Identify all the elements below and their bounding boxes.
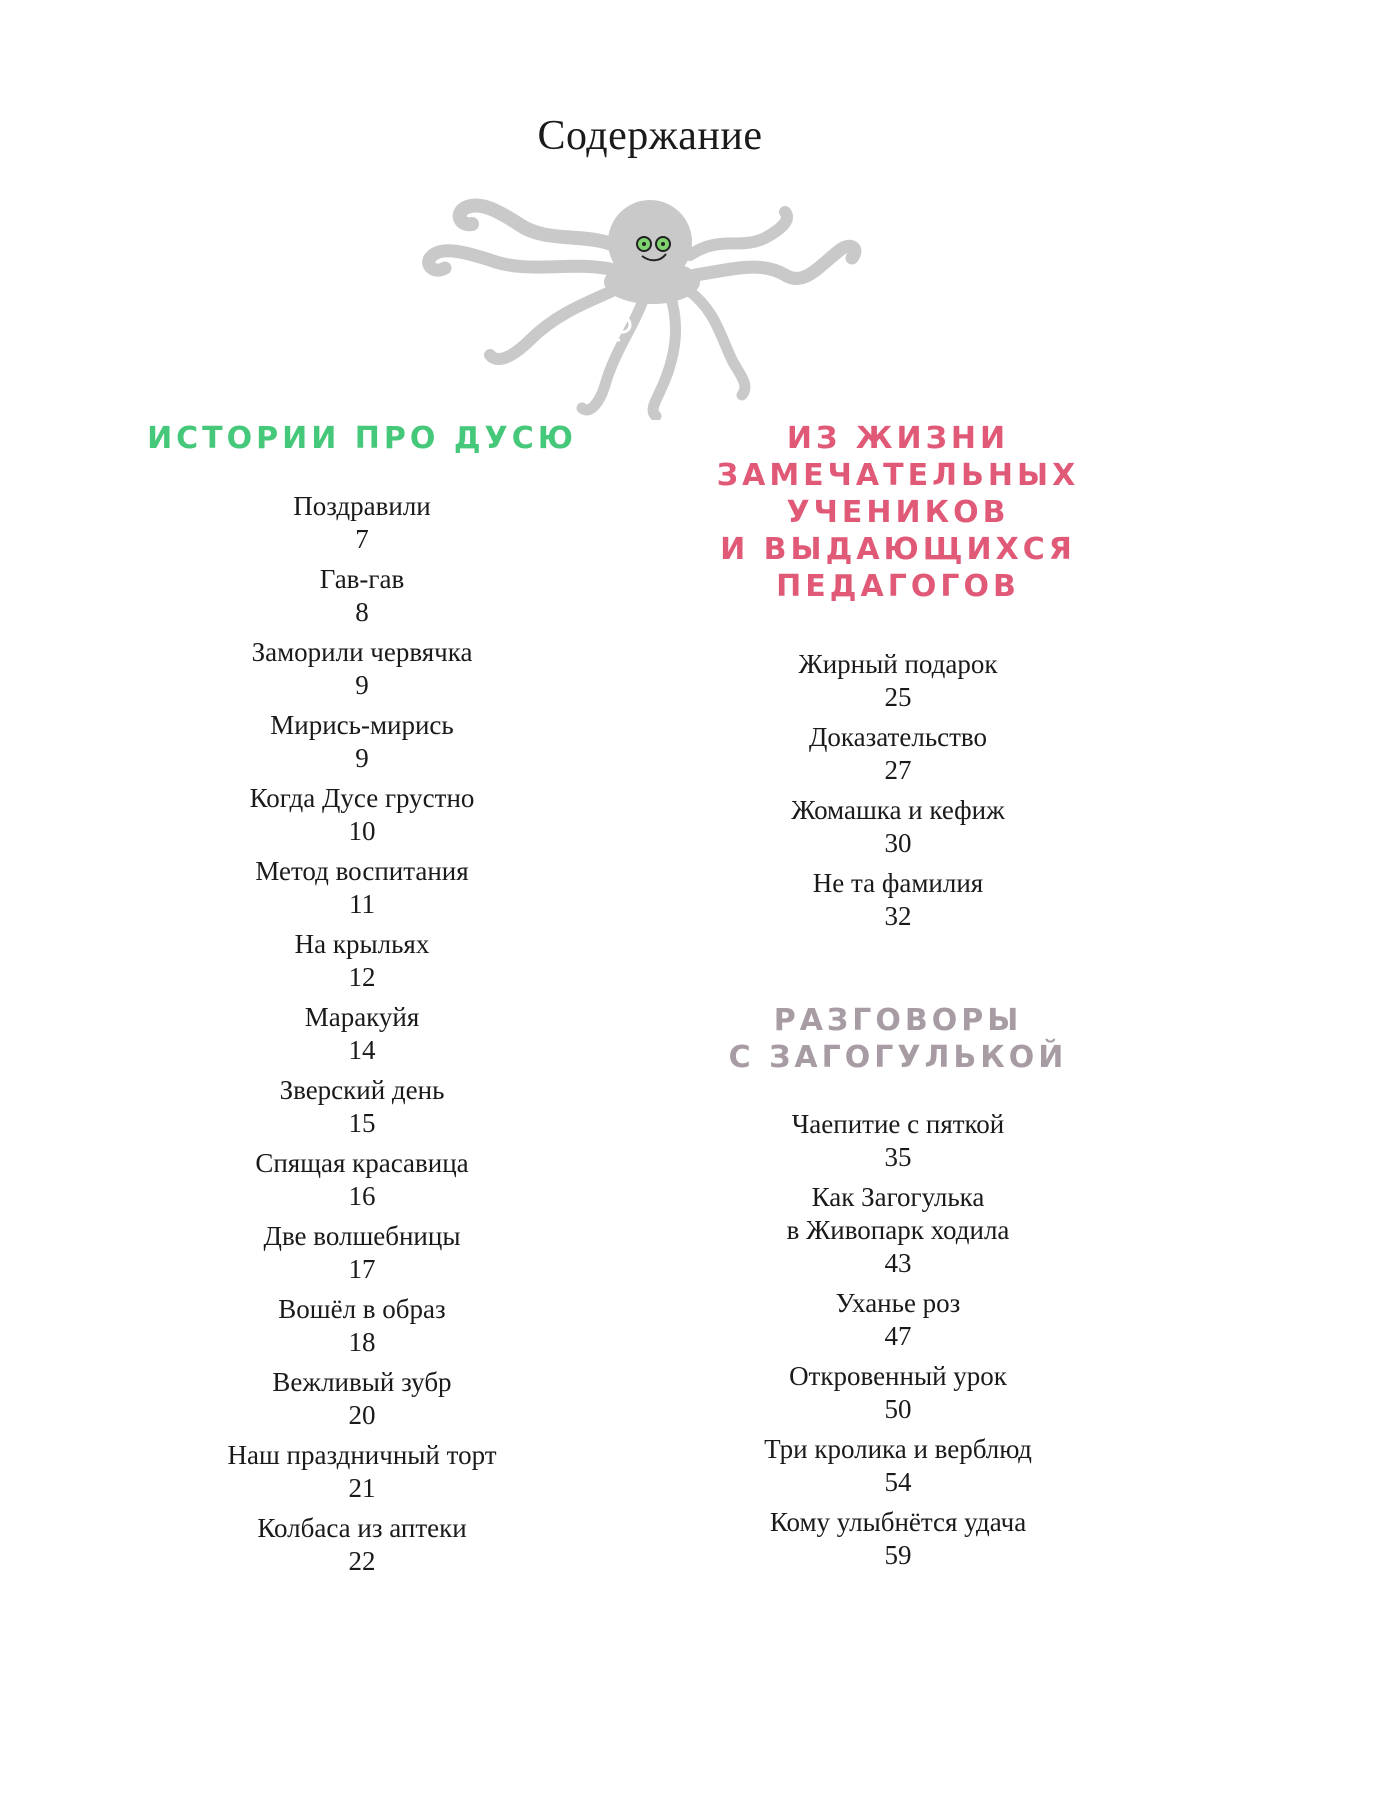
entry-page: 18: [348, 1327, 376, 1357]
entry-page: 27: [884, 755, 912, 785]
entry-page: 8: [355, 597, 369, 627]
entry-title-line-2: в Живопарк ходила: [786, 1215, 1010, 1245]
entry-title: Кому улыбнётся удача: [769, 1507, 1027, 1537]
toc-entry[interactable]: [658, 794, 1138, 867]
toc-list-right-top: [658, 648, 1138, 940]
toc-entry[interactable]: [122, 709, 602, 782]
entry-title: Спящая красавица: [255, 1148, 469, 1178]
entry-page: 12: [348, 962, 376, 992]
entry-page: 54: [884, 1467, 912, 1497]
entry-page: 22: [348, 1546, 376, 1576]
toc-entry[interactable]: [122, 1293, 602, 1366]
entry-title: Откровенный урок: [789, 1361, 1007, 1391]
section-heading-left: ИСТОРИИ ПРО ДУСЮ: [147, 421, 577, 456]
entry-page: 16: [348, 1181, 376, 1211]
toc-entry[interactable]: [122, 1439, 602, 1512]
entry-page: 7: [355, 524, 369, 554]
entry-title: Маракуйя: [304, 1002, 420, 1032]
entry-title: Зверский день: [279, 1075, 445, 1105]
entry-page: 47: [884, 1321, 912, 1351]
entry-page: 30: [884, 828, 912, 858]
entry-title: Заморили червячка: [251, 637, 473, 667]
toc-entry[interactable]: [122, 855, 602, 928]
entry-page: 25: [884, 682, 912, 712]
entry-title: Когда Дусе грустно: [249, 783, 475, 813]
entry-title: Две волшебницы: [263, 1221, 461, 1251]
entry-title: Вежливый зубр: [272, 1367, 452, 1397]
entry-title: Вошёл в образ: [278, 1294, 446, 1324]
entry-page: 17: [348, 1254, 376, 1284]
toc-entry[interactable]: [122, 1147, 602, 1220]
entry-title: Уханье роз: [835, 1288, 961, 1318]
toc-entry[interactable]: [122, 1512, 602, 1585]
entry-title: Не та фамилия: [812, 868, 984, 898]
entry-title: Наш праздничный торт: [227, 1440, 497, 1470]
toc-list-right-bottom: [658, 1108, 1138, 1579]
entry-title: Жомашка и кефиж: [791, 795, 1005, 825]
entry-page: 43: [884, 1248, 912, 1278]
entry-title: Поздравили: [293, 491, 431, 521]
entry-title: Чаепитие с пяткой: [791, 1109, 1005, 1139]
entry-page: 20: [348, 1400, 376, 1430]
section-heading-right-bottom: РАЗГОВОРЫ С ЗАГОГУЛЬКОЙ: [728, 1003, 1068, 1075]
toc-entry[interactable]: [658, 648, 1138, 721]
toc-entry[interactable]: [658, 867, 1138, 940]
entry-page: 59: [884, 1540, 912, 1570]
entry-title: Доказательство: [809, 722, 987, 752]
entry-title: Колбаса из аптеки: [257, 1513, 467, 1543]
entry-page: 14: [348, 1035, 376, 1065]
toc-entry[interactable]: [122, 636, 602, 709]
entry-page: 9: [355, 670, 369, 700]
toc-entry[interactable]: [122, 782, 602, 855]
section-heading-right-top: ИЗ ЖИЗНИ ЗАМЕЧАТЕЛЬНЫХ УЧЕНИКОВ И ВЫДАЮЩИХСЯ ПЕДАГОГОВ: [716, 421, 1080, 604]
toc-entry[interactable]: [122, 1220, 602, 1293]
toc-entry[interactable]: [658, 1108, 1138, 1181]
toc-entry[interactable]: [122, 1001, 602, 1074]
octopus-icon: [420, 190, 870, 420]
entry-title: Мирись-мирись: [270, 710, 454, 740]
toc-entry[interactable]: [658, 1506, 1138, 1579]
toc-entry[interactable]: [122, 1074, 602, 1147]
entry-page: 35: [884, 1142, 912, 1172]
entry-title: Как Загогулька: [811, 1182, 985, 1212]
entry-title: На крыльях: [294, 929, 430, 959]
entry-page: 11: [349, 889, 375, 919]
toc-entry[interactable]: [658, 1360, 1138, 1433]
toc-entry[interactable]: [658, 721, 1138, 794]
page-title: Содержание: [537, 113, 763, 159]
toc-entry[interactable]: [122, 928, 602, 1001]
entry-title: Три кролика и верблюд: [764, 1434, 1032, 1464]
toc-entry[interactable]: [658, 1287, 1138, 1360]
entry-page: 9: [355, 743, 369, 773]
entry-page: 50: [884, 1394, 912, 1424]
entry-page: 32: [884, 901, 912, 931]
toc-entry[interactable]: [658, 1433, 1138, 1506]
toc-entry[interactable]: [122, 490, 602, 563]
entry-title: Метод воспитания: [255, 856, 469, 886]
toc-entry[interactable]: [658, 1181, 1138, 1287]
entry-title: Гав-гав: [319, 564, 405, 594]
toc-entry[interactable]: [122, 563, 602, 636]
toc-list-left: [122, 490, 602, 1585]
entry-page: 21: [348, 1473, 376, 1503]
entry-title: Жирный подарок: [798, 649, 998, 679]
entry-page: 15: [348, 1108, 376, 1138]
toc-entry[interactable]: [122, 1366, 602, 1439]
entry-page: 10: [348, 816, 376, 846]
